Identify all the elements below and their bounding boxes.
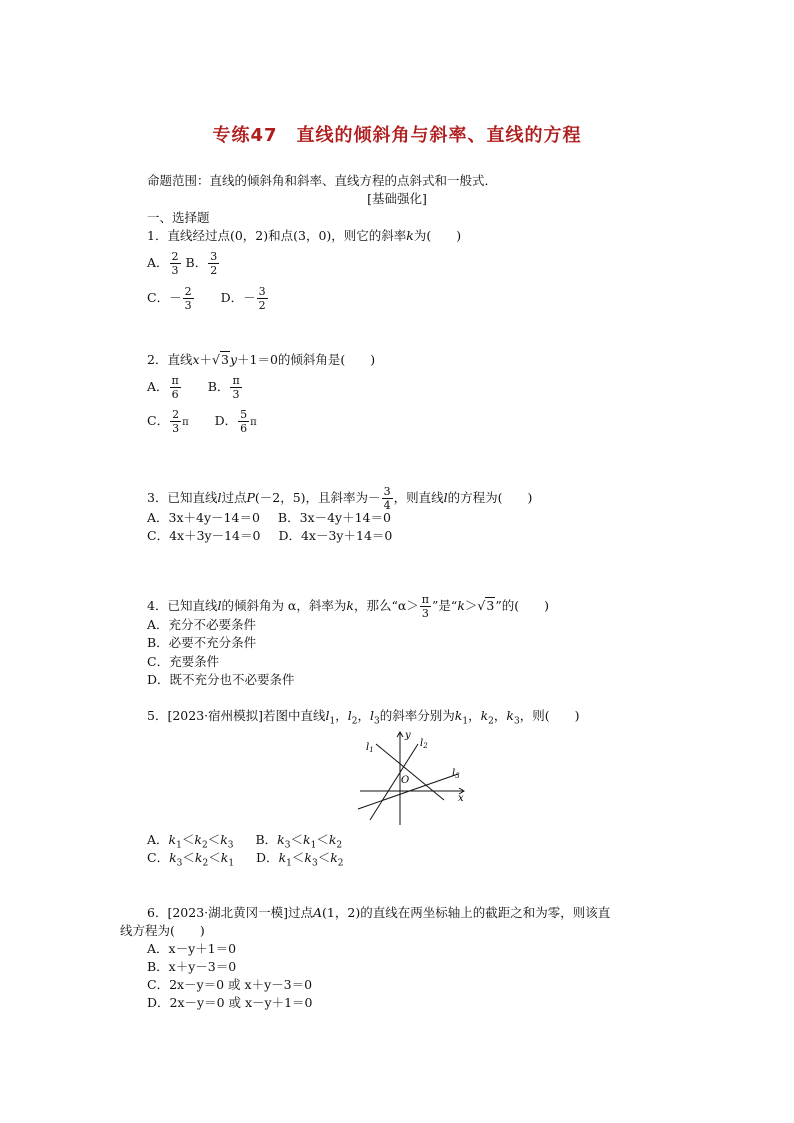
question-4-option-a: A．充分不必要条件 xyxy=(147,617,257,632)
question-6-option-c: C．2x－y＝0 或 x＋y－3＝0 xyxy=(147,977,313,992)
question-5-options-ab: A．$k_1<k_2<k_3$ B．$k_3<k_1<k_2$ xyxy=(147,832,343,851)
section-heading: 一、选择题 xyxy=(147,210,210,225)
question-1-options-ab: A． $\frac{2}{3}$ B． $\frac{3}{2}$ xyxy=(147,250,218,277)
question-3-options-ab: A．3x＋4y－14＝0 B．3x－4y＋14＝0 xyxy=(147,510,391,525)
label-l2: $l_2$ xyxy=(420,738,428,750)
question-2-stem: 2．直线x＋√3y＋1＝0的倾斜角是( ) xyxy=(147,352,376,367)
label-y: y xyxy=(405,730,411,741)
label-origin: O xyxy=(401,775,410,786)
question-3-options-cd: C．4x＋3y－14＝0 D．4x－3y＋14＝0 xyxy=(147,528,393,543)
page-title: 专练47 直线的倾斜角与斜率、直线的方程 xyxy=(212,125,582,146)
label-x: x xyxy=(458,793,464,804)
question-4-option-b: B．必要不充分条件 xyxy=(147,635,257,650)
scope-text: 命题范围：直线的倾斜角和斜率、直线方程的点斜式和一般式． xyxy=(147,173,498,188)
question-1-stem: 1．直线经过点(0，2)和点(3，0)，则它的斜率k为( ) xyxy=(147,228,462,243)
line-l2 xyxy=(370,744,418,820)
question-4-option-c: C．充要条件 xyxy=(147,654,220,669)
line-l1 xyxy=(376,744,444,800)
label-l1: $l_1$ xyxy=(366,742,374,754)
question-6-option-a: A．x－y＋1＝0 xyxy=(147,941,237,956)
question-6-stem-cont: 线方程为( ) xyxy=(120,923,205,938)
question-5-stem: 5．[2023·宿州模拟]若图中直线$l_1$，$l_2$，$l_3$的斜率分别为$k_1$，$k_2$，$k_3$，则( ) xyxy=(147,708,580,727)
question-6-option-b: B．x＋y－3＝0 xyxy=(147,959,237,974)
question-5-options-cd: C．$k_3<k_2<k_1$ D．$k_1<k_3<k_2$ xyxy=(147,850,344,869)
question-4-stem: 4．已知直线l的倾斜角为 α，斜率为k，那么“α＞ $\frac{\pi}{3}$ ”是“k＞√3”的( ) xyxy=(147,593,549,620)
section-subtitle: [基础强化] xyxy=(367,191,427,206)
label-l3: $l_3$ xyxy=(452,768,460,780)
question-6-option-d: D．2x－y＝0 或 x－y＋1＝0 xyxy=(147,995,313,1010)
question-3-stem: 3．已知直线l过点P(－2，5)，且斜率为－ $\frac{3}{4}$ ，则直线l的方程为( ) xyxy=(147,485,533,512)
question-2-options-cd: C． $\frac{2}{3}$ π D． $\frac{5}{6}$ π xyxy=(147,408,257,435)
question-6-stem: 6．[2023·湖北黄冈一模]过点A(1，2)的直线在两坐标轴上的截距之和为零，则该直 xyxy=(147,905,611,920)
question-2-options-ab: A． $\frac{\pi}{6}$ B． $\frac{\pi}{3}$ xyxy=(147,374,240,401)
question-4-option-d: D．既不充分也不必要条件 xyxy=(147,672,295,687)
question-1-options-cd: C．－ $\frac{2}{3}$ D．－ $\frac{3}{2}$ xyxy=(147,285,266,312)
line-graph-figure xyxy=(352,728,472,828)
